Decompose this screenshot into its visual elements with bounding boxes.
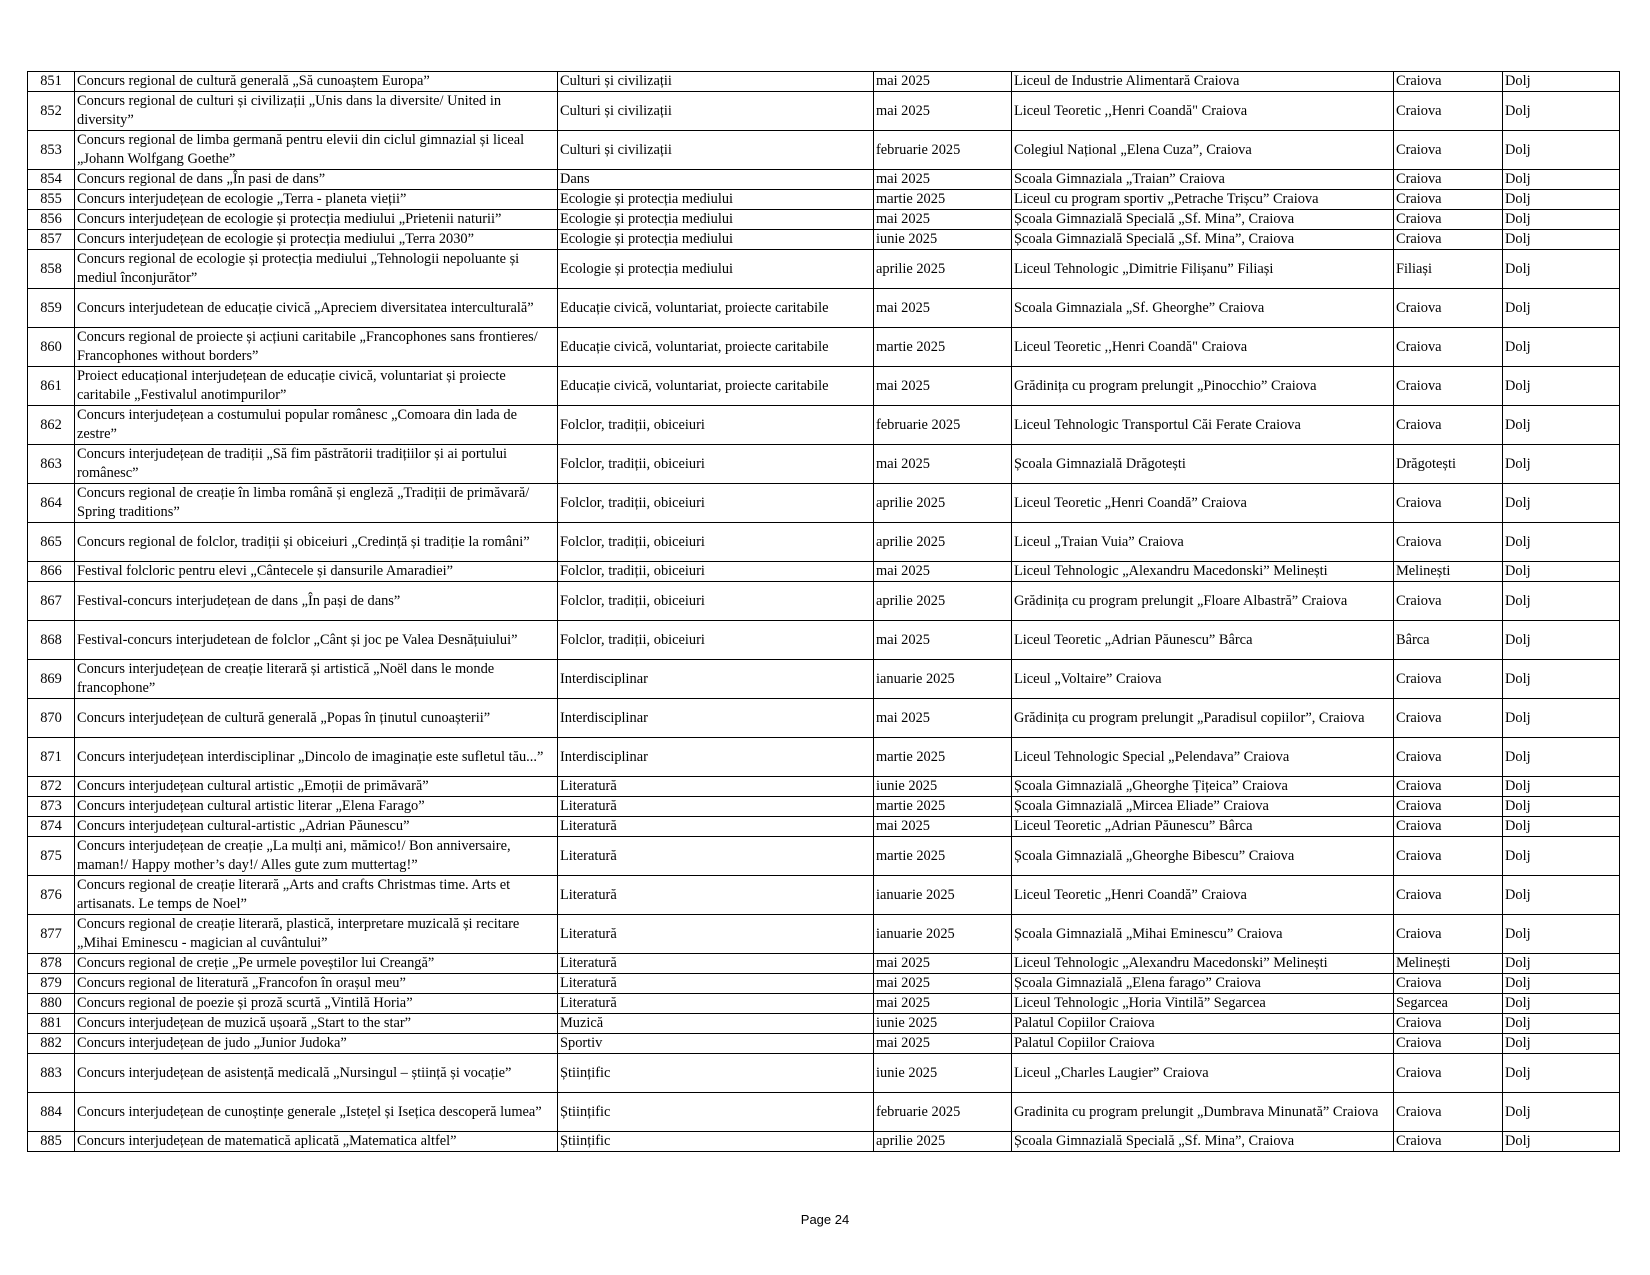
competition-title: Concurs interjudețean de creație „La mulți ani, mămico!/ Bon anniversaire, maman!/ Happy mother’s day!/ Alles gute zum muttertag!” xyxy=(75,837,558,876)
competition-period: martie 2025 xyxy=(874,738,1012,777)
row-number: 877 xyxy=(28,915,75,954)
competition-period: martie 2025 xyxy=(874,837,1012,876)
competition-period: aprilie 2025 xyxy=(874,1132,1012,1152)
county: Dolj xyxy=(1503,289,1620,328)
locality: Craiova xyxy=(1394,230,1503,250)
row-number: 861 xyxy=(28,367,75,406)
locality: Craiova xyxy=(1394,660,1503,699)
county: Dolj xyxy=(1503,230,1620,250)
row-number: 869 xyxy=(28,660,75,699)
competition-title: Concurs interjudețean de cultură generală „Popas în ținutul cunoașterii” xyxy=(75,699,558,738)
locality: Craiova xyxy=(1394,328,1503,367)
locality: Craiova xyxy=(1394,190,1503,210)
locality: Bârca xyxy=(1394,621,1503,660)
competition-period: mai 2025 xyxy=(874,974,1012,994)
competition-title: Concurs regional de creație în limba română și engleză „Tradiții de primăvară/ Spring traditions” xyxy=(75,484,558,523)
competition-period: mai 2025 xyxy=(874,210,1012,230)
organizing-school: Liceul Teoretic „Adrian Păunescu” Bârca xyxy=(1012,817,1394,837)
competition-domain: Ecologie și protecția mediului xyxy=(558,190,874,210)
competition-period: ianuarie 2025 xyxy=(874,660,1012,699)
row-number: 870 xyxy=(28,699,75,738)
county: Dolj xyxy=(1503,699,1620,738)
county: Dolj xyxy=(1503,210,1620,230)
locality: Craiova xyxy=(1394,406,1503,445)
organizing-school: Liceul Tehnologic „Horia Vintilă” Segarcea xyxy=(1012,994,1394,1014)
competition-title: Concurs regional de literatură „Francofon în orașul meu” xyxy=(75,974,558,994)
competition-domain: Literatură xyxy=(558,797,874,817)
organizing-school: Școala Gimnazială „Gheorghe Țițeica” Craiova xyxy=(1012,777,1394,797)
competition-period: mai 2025 xyxy=(874,621,1012,660)
row-number: 882 xyxy=(28,1034,75,1054)
organizing-school: Grădinița cu program prelungit „Paradisul copiilor”, Craiova xyxy=(1012,699,1394,738)
organizing-school: Școala Gimnazială „Elena farago” Craiova xyxy=(1012,974,1394,994)
organizing-school: Liceul Tehnologic „Alexandru Macedonski” Melinești xyxy=(1012,562,1394,582)
row-number: 862 xyxy=(28,406,75,445)
locality: Craiova xyxy=(1394,699,1503,738)
organizing-school: Palatul Copiilor Craiova xyxy=(1012,1014,1394,1034)
organizing-school: Liceul Tehnologic Transportul Căi Ferate Craiova xyxy=(1012,406,1394,445)
county: Dolj xyxy=(1503,777,1620,797)
county: Dolj xyxy=(1503,582,1620,621)
row-number: 865 xyxy=(28,523,75,562)
organizing-school: Grădinița cu program prelungit „Floare Albastră” Craiova xyxy=(1012,582,1394,621)
row-number: 881 xyxy=(28,1014,75,1034)
locality: Craiova xyxy=(1394,817,1503,837)
competition-domain: Interdisciplinar xyxy=(558,660,874,699)
county: Dolj xyxy=(1503,1054,1620,1093)
locality: Craiova xyxy=(1394,797,1503,817)
county: Dolj xyxy=(1503,250,1620,289)
competition-title: Festival folcloric pentru elevi „Cântecele și dansurile Amaradiei” xyxy=(75,562,558,582)
competition-title: Concurs regional de ecologie și protecția mediului „Tehnologii nepoluante și mediul înconjurător” xyxy=(75,250,558,289)
competition-title: Proiect educațional interjudețean de educație civică, voluntariat și proiecte caritabile „Festivalul anotimpurilor” xyxy=(75,367,558,406)
competition-period: aprilie 2025 xyxy=(874,523,1012,562)
competition-period: februarie 2025 xyxy=(874,131,1012,170)
locality: Craiova xyxy=(1394,72,1503,92)
competition-domain: Folclor, tradiții, obiceiuri xyxy=(558,406,874,445)
row-number: 855 xyxy=(28,190,75,210)
table-row xyxy=(28,250,1620,289)
competition-period: ianuarie 2025 xyxy=(874,876,1012,915)
competition-period: mai 2025 xyxy=(874,562,1012,582)
county: Dolj xyxy=(1503,72,1620,92)
competition-period: aprilie 2025 xyxy=(874,484,1012,523)
competitions-table xyxy=(27,71,1620,1152)
table-row xyxy=(28,1093,1620,1132)
table-row xyxy=(28,328,1620,367)
organizing-school: Școala Gimnazială Specială „Sf. Mina”, Craiova xyxy=(1012,230,1394,250)
locality: Melinești xyxy=(1394,954,1503,974)
locality: Craiova xyxy=(1394,915,1503,954)
locality: Craiova xyxy=(1394,170,1503,190)
competition-period: mai 2025 xyxy=(874,445,1012,484)
table-body xyxy=(28,72,1620,1152)
table-row xyxy=(28,1014,1620,1034)
competition-title: Concurs interjudețean de tradiții „Să fim păstrătorii tradițiilor și ai portului românesc” xyxy=(75,445,558,484)
county: Dolj xyxy=(1503,562,1620,582)
competition-period: aprilie 2025 xyxy=(874,250,1012,289)
table-row xyxy=(28,954,1620,974)
table-row xyxy=(28,170,1620,190)
competition-domain: Interdisciplinar xyxy=(558,738,874,777)
competition-title: Concurs interjudețean de muzică ușoară „Start to the star” xyxy=(75,1014,558,1034)
organizing-school: Școala Gimnazială „Gheorghe Bibescu” Craiova xyxy=(1012,837,1394,876)
table-row xyxy=(28,1132,1620,1152)
organizing-school: Liceul Tehnologic Special „Pelendava” Craiova xyxy=(1012,738,1394,777)
competition-period: mai 2025 xyxy=(874,367,1012,406)
competition-title: Concurs interjudețean de asistență medicală „Nursingul – știință și vocație” xyxy=(75,1054,558,1093)
competition-title: Concurs interjudețean cultural-artistic „Adrian Păunescu” xyxy=(75,817,558,837)
competition-period: mai 2025 xyxy=(874,1034,1012,1054)
organizing-school: Palatul Copiilor Craiova xyxy=(1012,1034,1394,1054)
organizing-school: Liceul Tehnologic „Alexandru Macedonski” Melinești xyxy=(1012,954,1394,974)
table-row xyxy=(28,582,1620,621)
table-row xyxy=(28,210,1620,230)
county: Dolj xyxy=(1503,445,1620,484)
competition-domain: Științific xyxy=(558,1093,874,1132)
county: Dolj xyxy=(1503,484,1620,523)
competition-domain: Literatură xyxy=(558,974,874,994)
county: Dolj xyxy=(1503,876,1620,915)
table-row xyxy=(28,837,1620,876)
competition-title: Concurs regional de cultură generală „Să cunoaștem Europa” xyxy=(75,72,558,92)
competition-title: Concurs regional de proiecte și acțiuni caritabile „Francophones sans frontieres/ Francophones without borders” xyxy=(75,328,558,367)
locality: Craiova xyxy=(1394,131,1503,170)
competition-title: Concurs interjudetean de educație civică „Apreciem diversitatea interculturală” xyxy=(75,289,558,328)
organizing-school: Scoala Gimnaziala „Sf. Gheorghe” Craiova xyxy=(1012,289,1394,328)
organizing-school: Școala Gimnazială Drăgotești xyxy=(1012,445,1394,484)
table-row xyxy=(28,699,1620,738)
competition-period: martie 2025 xyxy=(874,190,1012,210)
competition-period: mai 2025 xyxy=(874,954,1012,974)
locality: Craiova xyxy=(1394,210,1503,230)
organizing-school: Liceul Teoretic „Henri Coandă” Craiova xyxy=(1012,876,1394,915)
county: Dolj xyxy=(1503,367,1620,406)
competition-period: mai 2025 xyxy=(874,72,1012,92)
locality: Drăgotești xyxy=(1394,445,1503,484)
competition-period: aprilie 2025 xyxy=(874,582,1012,621)
competition-period: mai 2025 xyxy=(874,817,1012,837)
county: Dolj xyxy=(1503,660,1620,699)
competition-title: Concurs regional de creație literară „Arts and crafts Christmas time. Arts et artisanats. Le temps de Noel” xyxy=(75,876,558,915)
row-number: 859 xyxy=(28,289,75,328)
organizing-school: Liceul „Traian Vuia” Craiova xyxy=(1012,523,1394,562)
organizing-school: Școala Gimnazială Specială „Sf. Mina”, Craiova xyxy=(1012,210,1394,230)
competition-domain: Ecologie și protecția mediului xyxy=(558,210,874,230)
competition-domain: Literatură xyxy=(558,837,874,876)
organizing-school: Grădinița cu program prelungit „Pinocchio” Craiova xyxy=(1012,367,1394,406)
row-number: 856 xyxy=(28,210,75,230)
table-row xyxy=(28,289,1620,328)
competition-domain: Folclor, tradiții, obiceiuri xyxy=(558,523,874,562)
table-row xyxy=(28,406,1620,445)
county: Dolj xyxy=(1503,1034,1620,1054)
organizing-school: Liceul Teoretic ,,Henri Coandă" Craiova xyxy=(1012,328,1394,367)
competition-domain: Educație civică, voluntariat, proiecte caritabile xyxy=(558,289,874,328)
row-number: 871 xyxy=(28,738,75,777)
competition-period: ianuarie 2025 xyxy=(874,915,1012,954)
competition-domain: Ecologie și protecția mediului xyxy=(558,230,874,250)
locality: Craiova xyxy=(1394,974,1503,994)
competition-domain: Științific xyxy=(558,1132,874,1152)
row-number: 860 xyxy=(28,328,75,367)
organizing-school: Școala Gimnazială Specială „Sf. Mina”, Craiova xyxy=(1012,1132,1394,1152)
county: Dolj xyxy=(1503,406,1620,445)
row-number: 876 xyxy=(28,876,75,915)
locality: Segarcea xyxy=(1394,994,1503,1014)
table-row xyxy=(28,562,1620,582)
table-row xyxy=(28,92,1620,131)
competition-title: Concurs interjudețean de ecologie „Terra - planeta vieții” xyxy=(75,190,558,210)
row-number: 852 xyxy=(28,92,75,131)
row-number: 868 xyxy=(28,621,75,660)
table-row xyxy=(28,72,1620,92)
organizing-school: Liceul „Voltaire” Craiova xyxy=(1012,660,1394,699)
row-number: 851 xyxy=(28,72,75,92)
locality: Craiova xyxy=(1394,876,1503,915)
competition-period: iunie 2025 xyxy=(874,1054,1012,1093)
organizing-school: Liceul Tehnologic „Dimitrie Filișanu” Filiași xyxy=(1012,250,1394,289)
competition-period: mai 2025 xyxy=(874,289,1012,328)
competition-title: Concurs interjudețean a costumului popular românesc „Comoara din lada de zestre” xyxy=(75,406,558,445)
competition-domain: Folclor, tradiții, obiceiuri xyxy=(558,445,874,484)
competition-title: Concurs regional de creție „Pe urmele poveștilor lui Creangă” xyxy=(75,954,558,974)
competition-domain: Literatură xyxy=(558,817,874,837)
competition-domain: Culturi și civilizații xyxy=(558,131,874,170)
table-row xyxy=(28,445,1620,484)
competition-domain: Literatură xyxy=(558,876,874,915)
table-row xyxy=(28,523,1620,562)
locality: Craiova xyxy=(1394,582,1503,621)
table-row xyxy=(28,817,1620,837)
competition-domain: Educație civică, voluntariat, proiecte caritabile xyxy=(558,367,874,406)
county: Dolj xyxy=(1503,190,1620,210)
county: Dolj xyxy=(1503,817,1620,837)
locality: Craiova xyxy=(1394,1034,1503,1054)
locality: Filiași xyxy=(1394,250,1503,289)
county: Dolj xyxy=(1503,797,1620,817)
table-row xyxy=(28,915,1620,954)
competition-title: Concurs interjudețean interdisciplinar „Dincolo de imaginație este sufletul tău...” xyxy=(75,738,558,777)
competition-period: mai 2025 xyxy=(874,699,1012,738)
table-row xyxy=(28,1034,1620,1054)
county: Dolj xyxy=(1503,170,1620,190)
organizing-school: Școala Gimnazială „Mircea Eliade” Craiova xyxy=(1012,797,1394,817)
county: Dolj xyxy=(1503,837,1620,876)
row-number: 853 xyxy=(28,131,75,170)
table-row xyxy=(28,484,1620,523)
competition-title: Concurs regional de dans „În pasi de dans” xyxy=(75,170,558,190)
competition-title: Concurs interjudețean cultural artistic literar „Elena Farago” xyxy=(75,797,558,817)
competition-period: februarie 2025 xyxy=(874,1093,1012,1132)
competition-title: Concurs regional de limba germană pentru elevii din ciclul gimnazial și liceal „Johann Wolfgang Goethe” xyxy=(75,131,558,170)
competition-title: Concurs interjudețean cultural artistic „Emoții de primăvară” xyxy=(75,777,558,797)
competition-title: Concurs regional de culturi și civilizații „Unis dans la diversite/ United in diversity” xyxy=(75,92,558,131)
competition-title: Concurs interjudețean de ecologie și protecția mediului „Prietenii naturii” xyxy=(75,210,558,230)
competition-title: Concurs interjudețean de judo „Junior Judoka” xyxy=(75,1034,558,1054)
row-number: 884 xyxy=(28,1093,75,1132)
organizing-school: Liceul Teoretic „Adrian Păunescu” Bârca xyxy=(1012,621,1394,660)
table-row xyxy=(28,660,1620,699)
county: Dolj xyxy=(1503,621,1620,660)
row-number: 872 xyxy=(28,777,75,797)
locality: Craiova xyxy=(1394,777,1503,797)
county: Dolj xyxy=(1503,915,1620,954)
competition-domain: Sportiv xyxy=(558,1034,874,1054)
competition-domain: Literatură xyxy=(558,915,874,954)
row-number: 875 xyxy=(28,837,75,876)
row-number: 873 xyxy=(28,797,75,817)
competition-domain: Dans xyxy=(558,170,874,190)
competition-title: Concurs interjudețean de matematică aplicată „Matematica altfel” xyxy=(75,1132,558,1152)
competition-domain: Ecologie și protecția mediului xyxy=(558,250,874,289)
county: Dolj xyxy=(1503,954,1620,974)
county: Dolj xyxy=(1503,994,1620,1014)
county: Dolj xyxy=(1503,328,1620,367)
table-row xyxy=(28,367,1620,406)
table-row xyxy=(28,797,1620,817)
competition-domain: Folclor, tradiții, obiceiuri xyxy=(558,484,874,523)
locality: Craiova xyxy=(1394,1014,1503,1034)
row-number: 874 xyxy=(28,817,75,837)
competition-period: martie 2025 xyxy=(874,797,1012,817)
county: Dolj xyxy=(1503,92,1620,131)
competition-domain: Culturi și civilizații xyxy=(558,72,874,92)
row-number: 867 xyxy=(28,582,75,621)
competition-title: Festival-concurs interjudetean de folclor „Cânt și joc pe Valea Desnățuiului” xyxy=(75,621,558,660)
organizing-school: Liceul de Industrie Alimentară Craiova xyxy=(1012,72,1394,92)
competition-period: februarie 2025 xyxy=(874,406,1012,445)
competition-title: Concurs regional de creație literară, plastică, interpretare muzicală și recitare „Mihai Eminescu - magician al cuvântului” xyxy=(75,915,558,954)
table-row xyxy=(28,190,1620,210)
county: Dolj xyxy=(1503,523,1620,562)
competition-domain: Interdisciplinar xyxy=(558,699,874,738)
competition-domain: Culturi și civilizații xyxy=(558,92,874,131)
county: Dolj xyxy=(1503,1093,1620,1132)
locality: Craiova xyxy=(1394,289,1503,328)
row-number: 885 xyxy=(28,1132,75,1152)
competition-period: mai 2025 xyxy=(874,92,1012,131)
county: Dolj xyxy=(1503,738,1620,777)
locality: Craiova xyxy=(1394,484,1503,523)
county: Dolj xyxy=(1503,1014,1620,1034)
row-number: 878 xyxy=(28,954,75,974)
county: Dolj xyxy=(1503,974,1620,994)
table-row xyxy=(28,1054,1620,1093)
row-number: 879 xyxy=(28,974,75,994)
county: Dolj xyxy=(1503,131,1620,170)
organizing-school: Liceul Teoretic ,,Henri Coandă" Craiova xyxy=(1012,92,1394,131)
competition-period: martie 2025 xyxy=(874,328,1012,367)
competition-domain: Literatură xyxy=(558,954,874,974)
competition-domain: Folclor, tradiții, obiceiuri xyxy=(558,621,874,660)
row-number: 854 xyxy=(28,170,75,190)
table-row xyxy=(28,994,1620,1014)
locality: Craiova xyxy=(1394,1132,1503,1152)
organizing-school: Scoala Gimnaziala „Traian” Craiova xyxy=(1012,170,1394,190)
organizing-school: Colegiul Național „Elena Cuza”, Craiova xyxy=(1012,131,1394,170)
competition-domain: Educație civică, voluntariat, proiecte caritabile xyxy=(558,328,874,367)
competition-period: iunie 2025 xyxy=(874,777,1012,797)
locality: Craiova xyxy=(1394,738,1503,777)
organizing-school: Gradinita cu program prelungit „Dumbrava Minunată” Craiova xyxy=(1012,1093,1394,1132)
competition-domain: Folclor, tradiții, obiceiuri xyxy=(558,562,874,582)
competition-period: mai 2025 xyxy=(874,994,1012,1014)
organizing-school: Școala Gimnazială „Mihai Eminescu” Craiova xyxy=(1012,915,1394,954)
table-row xyxy=(28,777,1620,797)
competition-title: Concurs regional de poezie și proză scurtă „Vintilă Horia” xyxy=(75,994,558,1014)
table-row xyxy=(28,621,1620,660)
competition-title: Concurs interjudețean de ecologie și protecția mediului „Terra 2030” xyxy=(75,230,558,250)
row-number: 880 xyxy=(28,994,75,1014)
competition-domain: Folclor, tradiții, obiceiuri xyxy=(558,582,874,621)
row-number: 864 xyxy=(28,484,75,523)
row-number: 866 xyxy=(28,562,75,582)
competition-period: mai 2025 xyxy=(874,170,1012,190)
competition-title: Festival-concurs interjudețean de dans „În pași de dans” xyxy=(75,582,558,621)
organizing-school: Liceul Teoretic „Henri Coandă” Craiova xyxy=(1012,484,1394,523)
competition-period: iunie 2025 xyxy=(874,1014,1012,1034)
row-number: 858 xyxy=(28,250,75,289)
competition-domain: Științific xyxy=(558,1054,874,1093)
locality: Craiova xyxy=(1394,837,1503,876)
page-number: Page 24 xyxy=(800,1212,850,1227)
table-row xyxy=(28,230,1620,250)
table-row xyxy=(28,131,1620,170)
competition-title: Concurs regional de folclor, tradiții și obiceiuri „Credință și tradiție la români” xyxy=(75,523,558,562)
table-row xyxy=(28,876,1620,915)
row-number: 863 xyxy=(28,445,75,484)
locality: Craiova xyxy=(1394,523,1503,562)
organizing-school: Liceul cu program sportiv „Petrache Trișcu” Craiova xyxy=(1012,190,1394,210)
row-number: 883 xyxy=(28,1054,75,1093)
county: Dolj xyxy=(1503,1132,1620,1152)
locality: Craiova xyxy=(1394,92,1503,131)
competition-title: Concurs interjudețean de cunoștințe generale „Istețel și Isețica descoperă lumea” xyxy=(75,1093,558,1132)
table-row xyxy=(28,738,1620,777)
locality: Craiova xyxy=(1394,1054,1503,1093)
table-row xyxy=(28,974,1620,994)
locality: Melinești xyxy=(1394,562,1503,582)
row-number: 857 xyxy=(28,230,75,250)
competition-domain: Muzică xyxy=(558,1014,874,1034)
locality: Craiova xyxy=(1394,367,1503,406)
competition-title: Concurs interjudețean de creație literară și artistică „Noël dans le monde francophone” xyxy=(75,660,558,699)
competition-domain: Literatură xyxy=(558,777,874,797)
competition-domain: Literatură xyxy=(558,994,874,1014)
locality: Craiova xyxy=(1394,1093,1503,1132)
competition-period: iunie 2025 xyxy=(874,230,1012,250)
organizing-school: Liceul „Charles Laugier” Craiova xyxy=(1012,1054,1394,1093)
